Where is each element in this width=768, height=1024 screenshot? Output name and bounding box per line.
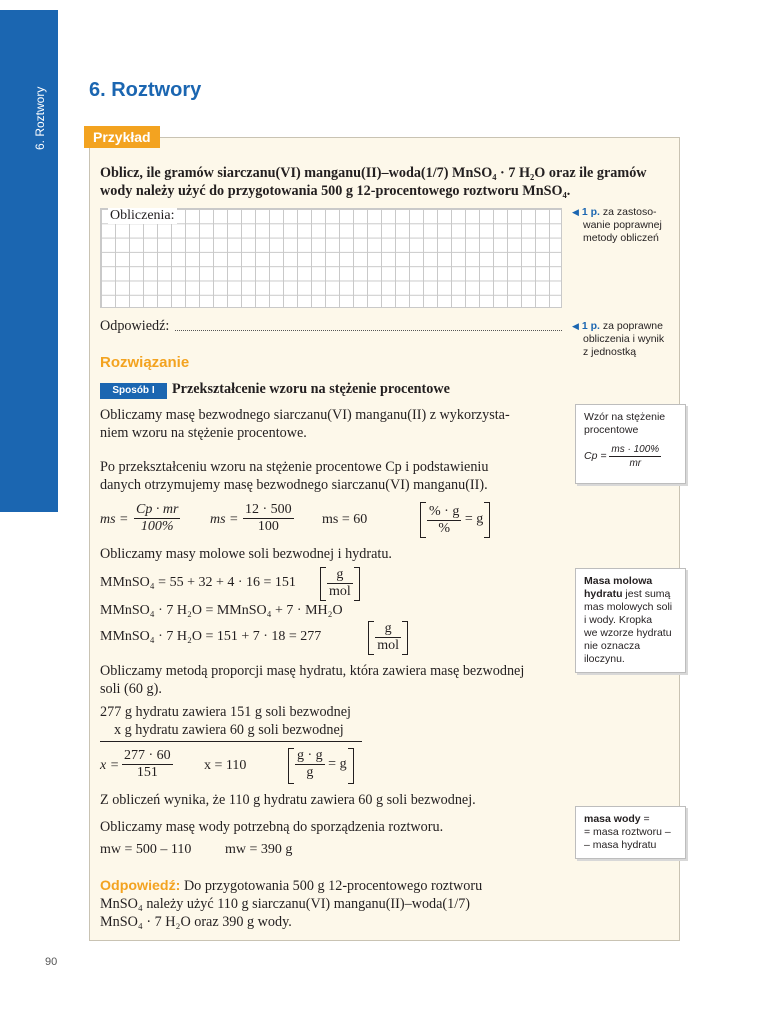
formula-numerator: ms · 100%	[611, 444, 660, 455]
proportion	[100, 703, 362, 742]
text-line: danych otrzymujemy masę bezwodnego siarczanu(VI) manganu(II).	[100, 477, 488, 493]
formula-denominator: mr	[629, 458, 642, 469]
unit-numerator: g	[327, 567, 353, 584]
molar-mass-equations	[100, 567, 570, 657]
answer-field-label: Odpowiedź:	[100, 318, 170, 334]
unit-denominator: mol	[377, 638, 400, 653]
unit-denominator: mol	[329, 584, 351, 599]
note-text: =	[640, 813, 650, 825]
water-eq-2: mw = 390 g	[225, 842, 293, 857]
chapter-sidebar	[0, 10, 58, 512]
water-eq-1: mw = 500 – 110	[100, 842, 192, 857]
paragraph-5: Z obliczeń wynika, że 110 g hydratu zawiera 60 g soli bezwodnej.	[100, 792, 476, 808]
molar-eq-1: MMnSO₄ = 55 + 32 + 4 · 16 = 151	[100, 575, 296, 590]
text-line: Obliczamy masę bezwodnego siarczanu(VI) manganu(II) z wykorzysta-	[100, 407, 510, 423]
eq-lhs: ms =	[100, 512, 129, 527]
paragraph-4	[100, 662, 570, 698]
unit-fraction	[427, 504, 461, 537]
final-answer	[100, 877, 570, 931]
note-text: obliczenia i wynik	[583, 333, 665, 345]
note-text: wanie poprawnej	[583, 219, 662, 231]
paragraph-3: Obliczamy masy molowe soli bezwodnej i hydratu.	[100, 546, 392, 562]
scoring-note-1	[572, 206, 682, 245]
note-text: Wzór na stężenie	[584, 411, 666, 423]
note-text: = masa roztworu –	[584, 826, 671, 838]
chapter-title: 6. Roztwory	[89, 79, 202, 101]
equation-row-1	[100, 502, 570, 542]
note-text: metody obliczeń	[583, 232, 659, 244]
points-label: 1 p.	[581, 206, 600, 218]
formula-fraction	[609, 443, 661, 470]
task-line-2: wody należy użyć do przygotowania 500 g 12-procentowego roztworu MnSO₄.	[100, 183, 571, 199]
proportion-line-1: 277 g hydratu zawiera 151 g soli bezwodnej	[100, 704, 351, 720]
answer-label: Odpowiedź:	[100, 878, 181, 894]
eq-fraction	[243, 502, 294, 535]
unit-bracket	[288, 748, 354, 784]
answer-field-line[interactable]	[175, 330, 562, 331]
eq-denominator: 100%	[140, 519, 174, 534]
eq-fraction	[134, 502, 180, 535]
eq-lhs: x =	[100, 758, 120, 773]
unit-denominator: %	[438, 521, 450, 536]
example-tab: Przykład	[84, 126, 160, 148]
note-bold: hydratu	[584, 588, 623, 600]
unit-bracket	[420, 502, 490, 538]
text-line: Po przekształceniu wzoru na stężenie procentowe Cp i podstawieniu	[100, 459, 489, 475]
note-text: za poprawne	[599, 320, 663, 332]
text-line: MnSO₄ należy użyć 110 g siarczanu(VI) manganu(II)–woda(1/7)	[100, 896, 471, 912]
text-line: niem wzoru na stężenie procentowe.	[100, 425, 307, 441]
task-text	[100, 164, 675, 200]
pointer-left-icon: ◀	[572, 207, 579, 217]
eq-result: x = 110	[204, 758, 247, 773]
unit-fraction	[327, 567, 353, 600]
eq-fraction	[122, 748, 173, 781]
method-title: Przekształcenie wzoru na stężenie procentowe	[172, 381, 450, 397]
eq-numerator: Cp · mr	[136, 502, 179, 517]
note-bold: masa wody	[584, 813, 641, 825]
page-number: 90	[45, 956, 58, 968]
text-line: soli (60 g).	[100, 681, 162, 697]
eq-denominator: 100	[257, 519, 279, 534]
points-label: 1 p.	[581, 320, 600, 332]
equation-row-x	[100, 748, 570, 788]
note-text: jest sumą	[622, 588, 671, 600]
note-text: iloczynu.	[584, 653, 625, 665]
proportion-line-2: x g hydratu zawiera 60 g soli bezwodnej	[114, 722, 344, 738]
note-text: nie oznacza	[584, 640, 641, 652]
unit-bracket	[320, 567, 360, 601]
molar-eq-3: MMnSO₄ · 7 H₂O = 151 + 7 · 18 = 277	[100, 629, 322, 644]
eq-denominator: 151	[136, 765, 158, 780]
note-text: i wody. Kropka	[584, 614, 653, 626]
unit-result: = g	[328, 756, 347, 772]
eq-numerator: 277 · 60	[124, 748, 171, 763]
scoring-note-2	[572, 320, 682, 359]
unit-fraction	[375, 621, 401, 654]
note-text: we wzorze hydratu	[584, 627, 672, 639]
eq-result: ms = 60	[322, 512, 368, 527]
text-line: MnSO₄ · 7 H₂O oraz 390 g wody.	[100, 914, 292, 930]
note-text: z jednostką	[583, 346, 637, 358]
method-badge: Sposób I	[100, 383, 167, 399]
solution-heading: Rozwiązanie	[100, 354, 190, 371]
eq-lhs: ms =	[210, 512, 239, 527]
unit-fraction	[295, 748, 325, 781]
note-text: procentowe	[584, 424, 639, 436]
unit-bracket	[368, 621, 408, 655]
formula-note	[575, 404, 686, 484]
unit-denominator: g	[306, 765, 314, 780]
note-text: mas molowych soli	[584, 601, 673, 613]
note-bold: Masa molowa	[584, 575, 653, 587]
unit-numerator: g	[375, 621, 401, 638]
molar-mass-note	[575, 568, 686, 673]
paragraph-1	[100, 406, 570, 442]
unit-numerator: % · g	[429, 504, 460, 519]
note-text: – masa hydratu	[584, 839, 657, 851]
text-line: Do przygotowania 500 g 12-procentowego roztworu	[180, 878, 483, 894]
molar-eq-2: MMnSO₄ · 7 H₂O = MMnSO₄ + 7 · MH₂O	[100, 603, 343, 618]
paragraph-2	[100, 458, 570, 494]
water-mass-note	[575, 806, 686, 859]
task-line-1: Oblicz, ile gramów siarczanu(VI) manganu(II)–woda(1/7) MnSO₄ · 7 H₂O oraz ile gramów	[100, 165, 647, 181]
sidebar-label: 6. Roztwory	[33, 86, 47, 150]
pointer-left-icon: ◀	[572, 321, 579, 331]
grid-label: Obliczenia:	[110, 208, 175, 223]
formula-lhs: Cp =	[584, 450, 607, 462]
unit-numerator: g · g	[297, 748, 323, 763]
text-line: Obliczamy metodą proporcji masę hydratu, która zawiera masę bezwodnej	[100, 663, 525, 679]
note-text: za zastoso-	[599, 206, 657, 218]
eq-numerator: 12 · 500	[245, 502, 292, 517]
paragraph-6: Obliczamy masę wody potrzebną do sporządzenia roztworu.	[100, 819, 444, 835]
unit-result: = g	[464, 511, 484, 527]
